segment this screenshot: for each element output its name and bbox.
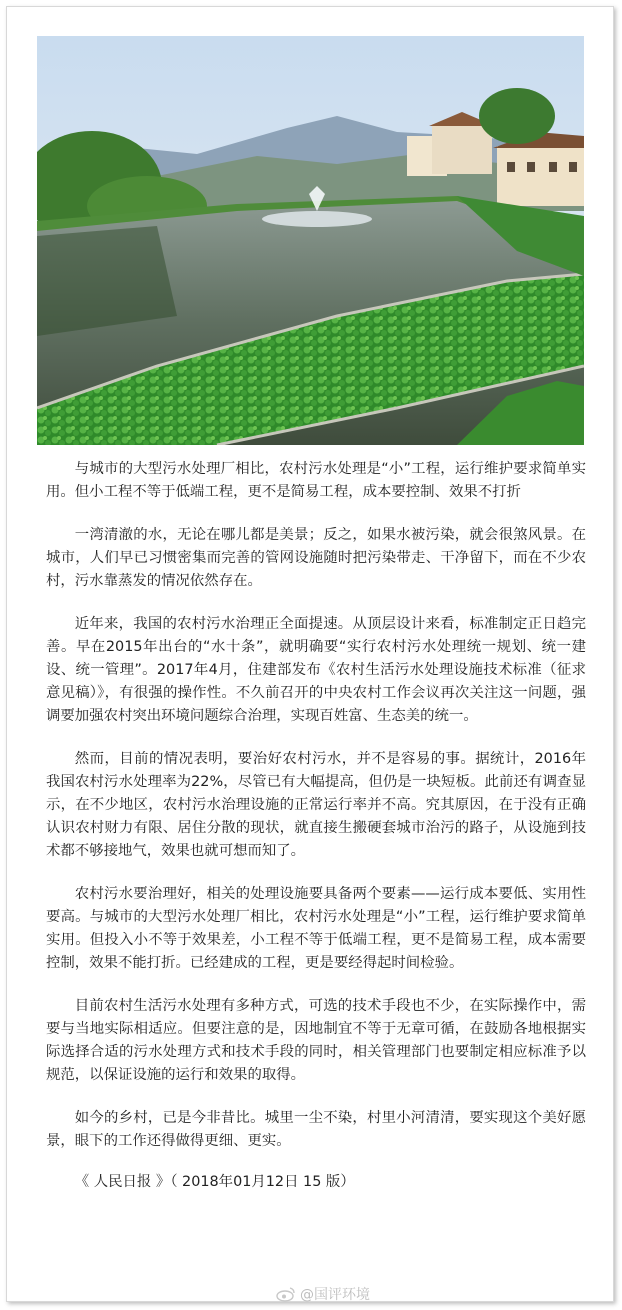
source-citation: 《 人民日报 》（ 2018年01月12日 15 版）: [74, 1174, 355, 1190]
paragraph-5: 农村污水要治理好，相关的处理设施要具备两个要素——运行成本要低、实用性要高。与城市的大型污水处理厂相比，农村污水处理是“小”工程，运行维护要求简单实用。但投入小不等于效果差，小工程不等于低端工程，更不是简易工程，成本需要控制，效果不能打折。已经建成的工程，更是要经得起时间检验。: [46, 886, 586, 971]
article-body: [46, 458, 586, 1194]
photo-illustration: [37, 36, 584, 445]
river-landscape-photo: [37, 36, 584, 445]
watermark-text: @国评环境: [300, 1287, 370, 1303]
paragraph-6: 目前农村生活污水处理有多种方式，可选的技术手段也不少，在实际操作中，需要与当地实际相适应。但要注意的是，因地制宜不等于无章可循，在鼓励各地根据实际选择合适的污水处理方式和技术手段的同时，相关管理部门也要制定相应标准予以规范，以保证设施的运行和效果的取得。: [46, 998, 586, 1083]
paragraph-1: 与城市的大型污水处理厂相比，农村污水处理是“小”工程，运行维护要求简单实用。但小工程不等于低端工程，更不是简易工程，成本要控制、效果不打折: [46, 461, 586, 500]
weibo-logo-icon: [276, 1286, 296, 1302]
paragraph-4: 然而，目前的情况表明，要治好农村污水，并不是容易的事。据统计，2016年我国农村污水处理率为22%，尽管已有大幅提高，但仍是一块短板。此前还有调查显示，在不少地区，农村污水治理设施的正常运行率并不高。究其原因，在于没有正确认识农村财力有限、居住分散的现状，就直接生搬硬套城市治污的路子，从设施到技术都不够接地气，效果也就可想而知了。: [46, 751, 586, 859]
paragraph-7: 如今的乡村，已是今非昔比。城里一尘不染，村里小河清清，要实现这个美好愿景，眼下的工作还得做得更细、更实。: [46, 1110, 586, 1149]
paragraph-3: 近年来，我国的农村污水治理正全面提速。从顶层设计来看，标准制定正日趋完善。早在2015年出台的“水十条”，就明确要“实行农村污水处理统一规划、统一建设、统一管理”。2017年4月，住建部发布《农村生活污水处理设施技术标准（征求意见稿）》，有很强的操作性。不久前召开的中央农村工作会议再次关注这一问题，强调要加强农村突出环境问题综合治理，实现百姓富、生态美的统一。: [46, 616, 586, 724]
watermark: [276, 1284, 370, 1304]
paragraph-2: 一湾清澈的水，无论在哪儿都是美景；反之，如果水被污染，就会很煞风景。在城市，人们早已习惯密集而完善的管网设施随时把污染带走、干净留下，而在不少农村，污水靠蒸发的情况依然存在。: [46, 527, 586, 589]
